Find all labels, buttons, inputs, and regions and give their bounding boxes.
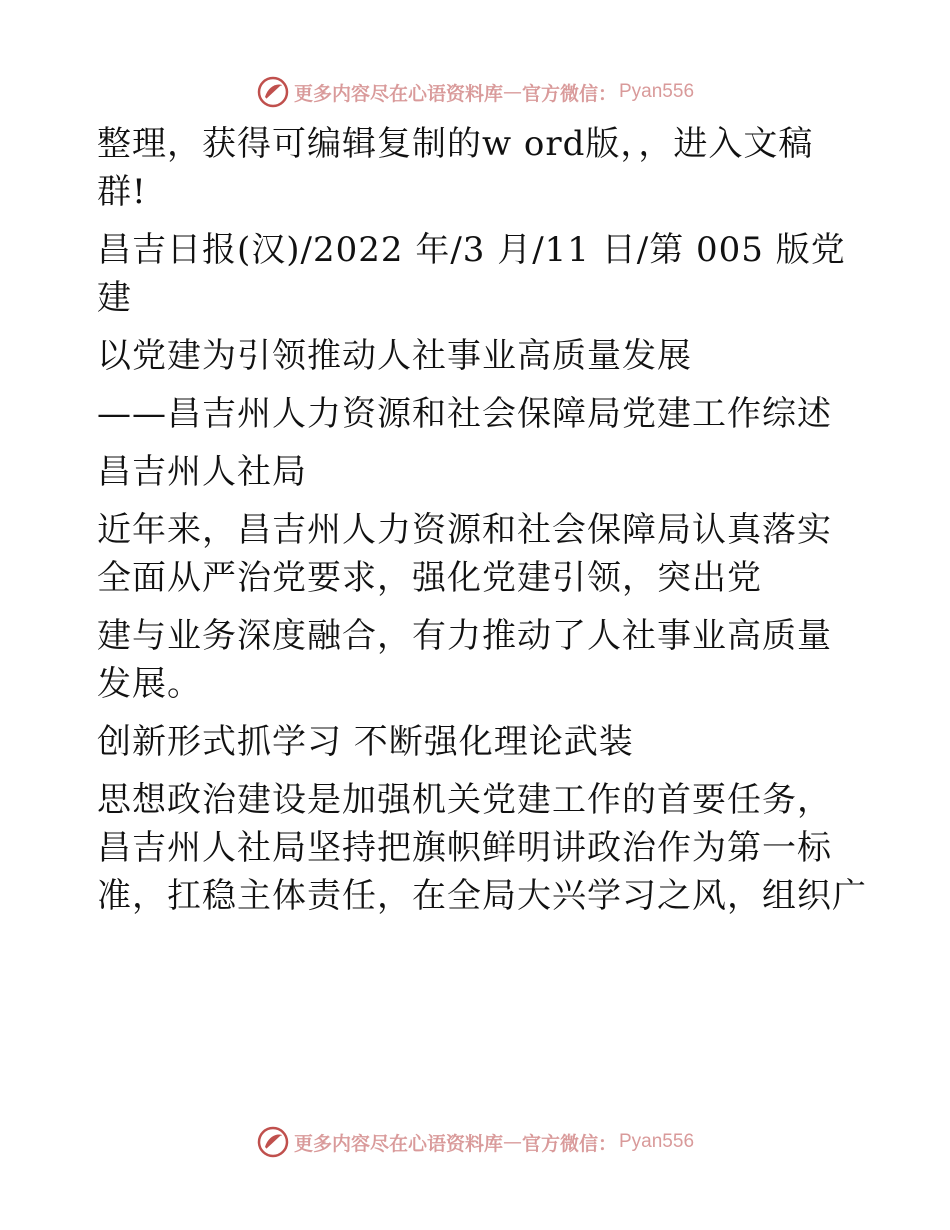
text-line: 整理，获得可编辑复制的w ord版，，进入文稿 [97,124,814,164]
text-line: 昌吉州人社局坚持把旗帜鲜明讲政治作为第一标 [97,828,832,868]
text-line: 群! [97,172,147,212]
paragraph [97,120,857,216]
watermark-wechat-label: 官方微信： [521,1132,617,1155]
text-line: 发展。 [97,664,202,704]
paragraph [97,226,857,322]
section-heading [97,718,857,766]
footer-watermark [0,1120,950,1164]
paragraph [97,612,857,708]
text-line: 建 [97,278,132,318]
watermark-brand-text: 更多内容尽在心语资料库 [293,82,503,105]
text-line: 全面从严治党要求，强化党建引领，突出党 [97,558,762,598]
brand-logo-icon [256,75,290,109]
paragraph [97,506,857,602]
text-line: 近年来，昌吉州人力资源和社会保障局认真落实 [97,510,832,550]
watermark-wechat-label: 官方微信： [521,82,617,105]
text-line: ——昌吉州人力资源和社会保障局党建工作综述 [97,394,832,434]
text-line: 建与业务深度融合，有力推动了人社事业高质量 [97,616,832,656]
watermark-wechat-id: Pyan556 [619,1131,695,1152]
paragraph [97,776,867,920]
article-author [97,448,857,496]
watermark-brand-text: 更多内容尽在心语资料库 [293,1132,503,1155]
text-line: 昌吉日报(汉)/2022 年/3 月/11 日/第 005 版党 [97,230,846,270]
text-line: 昌吉州人社局 [97,452,307,492]
watermark-wechat-id: Pyan556 [619,81,695,102]
text-line: 思想政治建设是加强机关党建工作的首要任务， [97,780,832,820]
watermark-separator: — [502,81,522,103]
document-body [97,120,867,930]
text-line: 以党建为引领推动人社事业高质量发展 [97,336,692,376]
brand-logo-icon [256,1125,290,1159]
watermark-separator: — [502,1131,522,1153]
header-watermark [0,70,950,114]
text-line: 创新形式抓学习 不断强化理论武装 [97,722,634,762]
article-title [97,332,857,380]
article-subtitle [97,390,857,438]
text-line: 准，扛稳主体责任，在全局大兴学习之风，组织广 [97,876,867,916]
